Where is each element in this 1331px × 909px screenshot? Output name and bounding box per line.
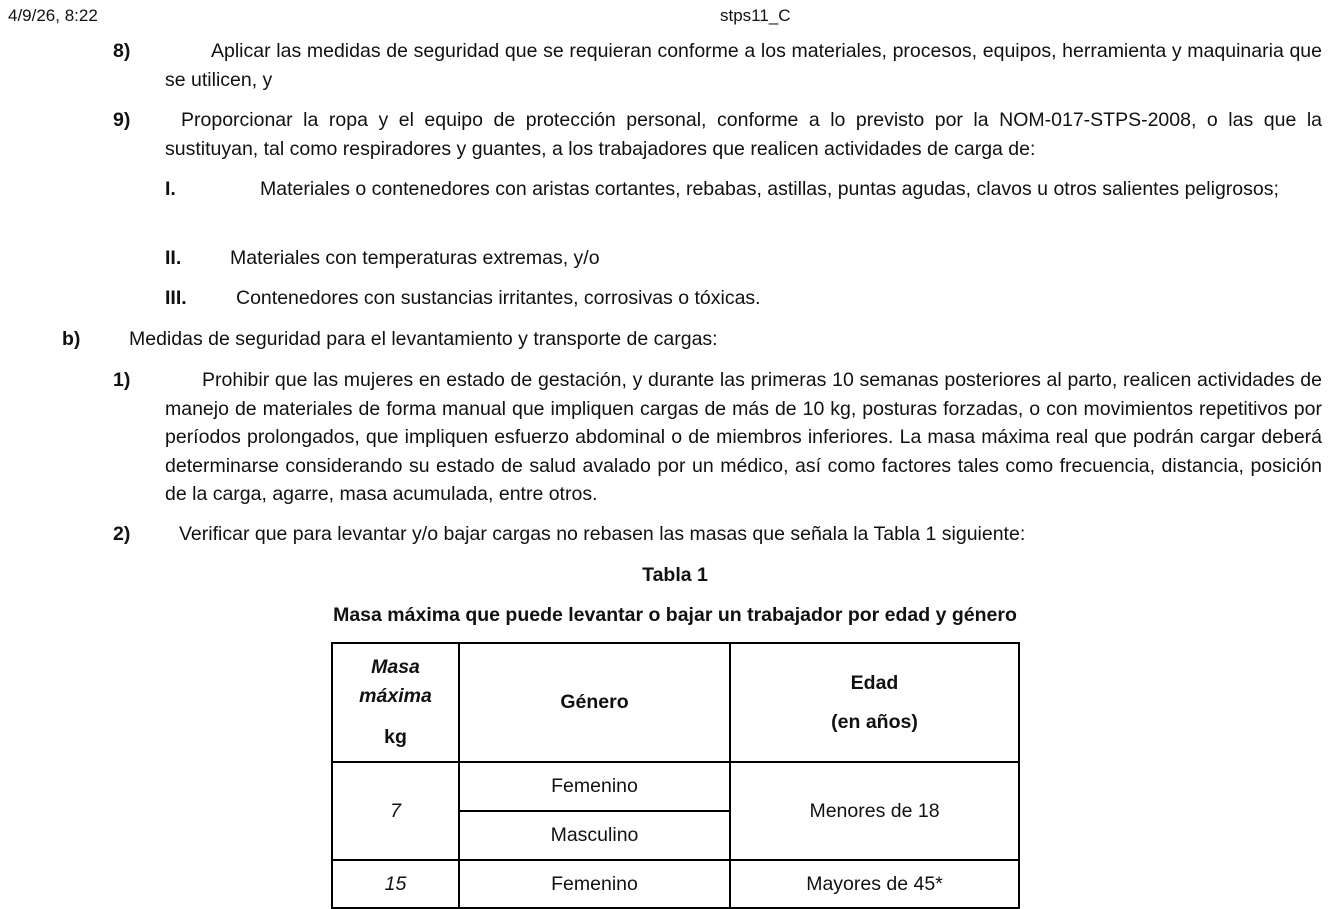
item-8-number: 8) [113,40,131,62]
print-date: 4/9/26, 8:22 [8,6,98,25]
table-caption: Tabla 1 [642,564,708,586]
roman-iii-text: Contenedores con sustancias irritantes, corrosivas o tóxicas. [236,287,761,309]
item-1-text: Prohibir que las mujeres en estado de gestación, y durante las primeras 10 semanas posteriores al parto, realicen actividades de manejo de materiales de forma manual que impliquen cargas de más de 10 kg, posturas forzadas, o con movimientos repetitivos por períodos prolongados, que impliquen esfuerzo abdominal o de miembros inferiores. La masa máxima real que podrán cargar deberá determinarse considerando su estado de salud avalado por un médico, así como factores tales como frecuencia, distancia, posición de la carga, agarre, masa acumulada, entre otros. [165,369,1322,505]
table-row [332,762,1019,811]
table-header-row [332,643,1019,762]
roman-i-text: Materiales o contenedores con aristas cortantes, rebabas, astillas, puntas agudas, clavos u otros salientes peligrosos; [260,178,1279,200]
row2-age-cell: Mayores de 45* [730,860,1019,908]
header-gender-cell: Género [459,643,730,762]
row2-mass-cell: 15 [332,860,459,908]
roman-iii-number: III. [165,287,187,309]
item-2-number: 2) [113,523,131,545]
roman-i-number: I. [165,178,176,200]
row1-mass-cell: 7 [332,762,459,860]
section-b-letter: b) [62,328,81,350]
row2-gender-cell: Femenino [459,860,730,908]
roman-ii-text: Materiales con temperaturas extremas, y/o [230,247,600,269]
header-mass-line-1: Masa [371,656,420,678]
roman-ii-number: II. [165,247,182,269]
header-age-line-1: Edad [850,671,899,694]
mass-limits-table [331,642,1020,909]
item-9-text: Proporcionar la ropa y el equipo de protección personal, conforme a lo previsto por la NOM-017-STPS-2008, o las que la sustituyan, tal como respiradores y guantes, a los trabajadores que realicen actividades de carga de: [165,109,1322,160]
table-row [332,860,1019,908]
document-title: stps11_C [720,6,791,25]
item-8-text: Aplicar las medidas de seguridad que se requieran conforme a los materiales, procesos, equipos, herramienta y maquinaria que se utilicen, y [165,40,1322,91]
item-2-text: Verificar que para levantar y/o bajar cargas no rebasen las masas que señala la Tabla 1 siguiente: [179,523,1026,545]
header-age-cell [730,643,1019,762]
table-subtitle: Masa máxima que puede levantar o bajar un trabajador por edad y género [333,604,1017,626]
row1-gender-male-cell: Masculino [459,811,730,860]
row1-age-cell: Menores de 18 [730,762,1019,860]
header-mass-cell [332,643,459,762]
header-mass-line-2: máxima [359,685,432,707]
header-age-line-2: (en años) [831,710,918,733]
header-mass-unit: kg [384,726,407,748]
item-9-number: 9) [113,109,131,131]
section-b-heading: Medidas de seguridad para el levantamiento y transporte de cargas: [129,328,718,350]
item-1-number: 1) [113,369,131,391]
row1-gender-female-cell: Femenino [459,762,730,811]
